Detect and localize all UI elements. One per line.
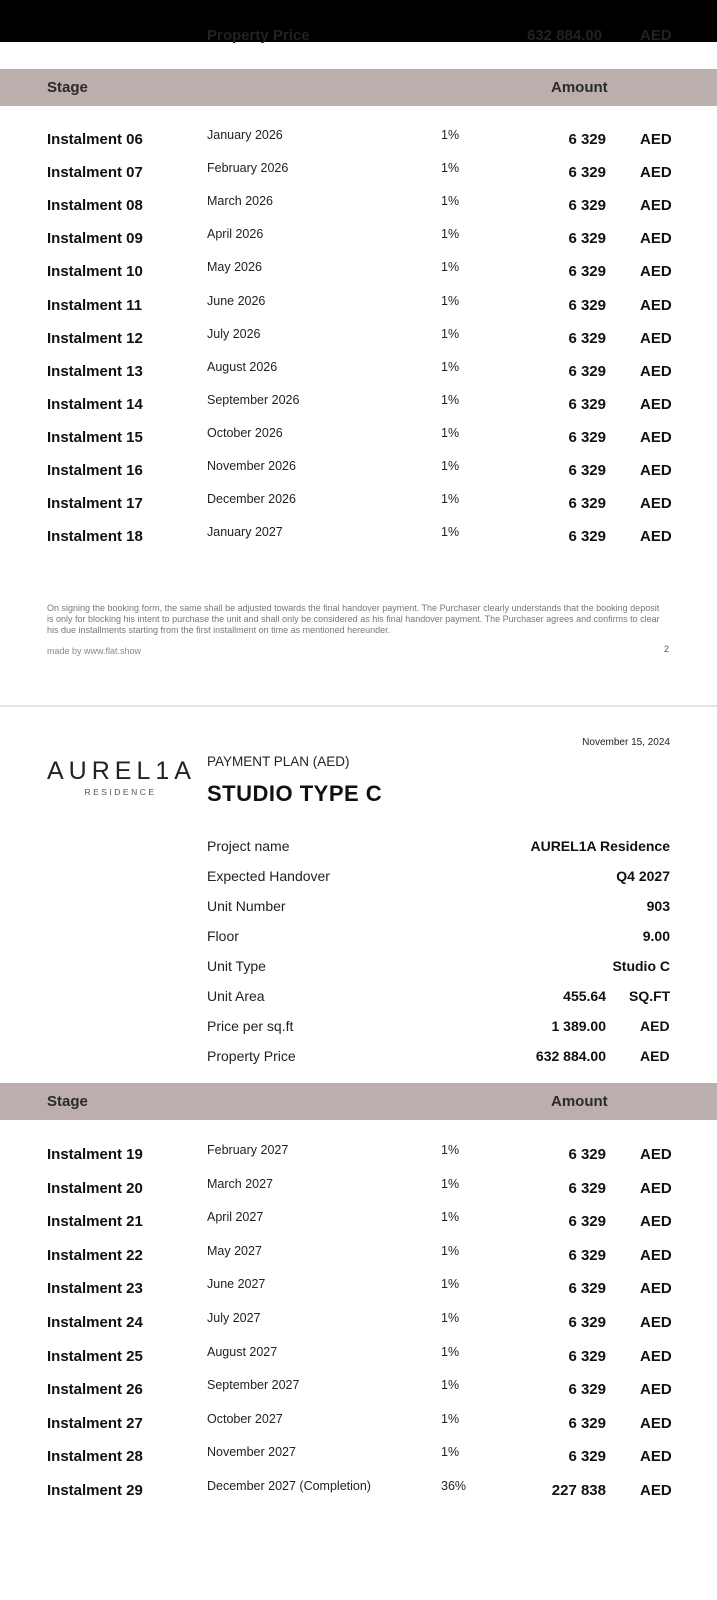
instalment-currency: AED (640, 1448, 672, 1466)
instalment-percent: 1% (441, 260, 460, 275)
instalment-percent: 1% (441, 425, 460, 440)
instalment-amount: 6 329 (568, 329, 606, 347)
table-row (0, 1411, 717, 1449)
instalment-amount: 6 329 (568, 164, 606, 182)
instalment-date: September 2027 (207, 1378, 300, 1393)
instalment-date: March 2026 (207, 194, 274, 209)
instalment-currency: AED (640, 1381, 672, 1399)
instalment-label: Instalment 10 (47, 263, 143, 281)
instalment-percent: 1% (441, 525, 460, 540)
instalment-percent: 1% (441, 194, 460, 209)
table-row (0, 1277, 717, 1314)
instalment-currency: AED (640, 1179, 672, 1197)
instalment-label: Instalment 27 (47, 1414, 143, 1432)
top-bar (0, 0, 717, 42)
instalment-percent: 1% (441, 161, 460, 176)
instalment-amount: 6 329 (568, 362, 606, 380)
instalment-percent: 1% (441, 459, 460, 473)
instalment-label: Instalment 21 (47, 1213, 143, 1231)
instalment-amount: 6 329 (568, 1448, 606, 1466)
instalment-date: November 2027 (207, 1445, 296, 1460)
instalment-date: April 2027 (207, 1210, 264, 1225)
table-row (0, 260, 717, 297)
instalment-currency: AED (640, 362, 672, 380)
instalment-label: Instalment 08 (47, 197, 143, 215)
instalment-amount: 6 329 (568, 296, 606, 314)
instalment-date: December 2026 (207, 492, 296, 507)
instalment-currency: AED (640, 1280, 672, 1298)
table-row (0, 326, 717, 364)
instalment-date: October 2027 (207, 1411, 283, 1426)
instalment-label: Instalment 25 (47, 1347, 143, 1365)
instalment-currency: AED (640, 1146, 672, 1163)
instalment-date: May 2027 (207, 1243, 262, 1258)
cut-off-amount: 632 884.00 (527, 27, 603, 44)
instalment-label: Instalment 14 (47, 395, 143, 413)
instalment-label: Instalment 16 (47, 462, 143, 479)
instalment-label: Instalment 18 (47, 528, 143, 546)
instalment-percent: 1% (441, 1411, 460, 1426)
instalment-currency: AED (640, 131, 672, 148)
instalment-currency: AED (640, 1246, 672, 1264)
instalment-amount: 6 329 (568, 1347, 606, 1365)
header-amount: Amount (551, 79, 608, 96)
instalment-currency: AED (640, 1414, 672, 1432)
instalment-label: Instalment 19 (47, 1146, 143, 1163)
instalment-percent: 1% (441, 1210, 460, 1225)
logo-main: AUREL1A (47, 757, 196, 785)
instalment-currency: AED (640, 1482, 672, 1499)
instalment-date: August 2026 (207, 359, 278, 374)
instalment-currency: AED (640, 329, 672, 347)
instalment-date: May 2026 (207, 260, 262, 275)
instalment-currency: AED (640, 263, 672, 281)
info-handover: Expected Handover Q4 2027 (207, 868, 670, 884)
instalment-label: Instalment 29 (47, 1482, 143, 1499)
instalment-date: January 2026 (207, 128, 283, 142)
instalment-date: September 2026 (207, 392, 300, 407)
instalment-label: Instalment 07 (47, 164, 143, 182)
instalment-currency: AED (640, 197, 672, 215)
table-row (0, 128, 717, 165)
instalment-percent: 1% (441, 326, 460, 341)
instalment-percent: 1% (441, 392, 460, 407)
instalment-amount: 6 329 (568, 495, 606, 513)
instalment-currency: AED (640, 395, 672, 413)
table-row (0, 1311, 717, 1348)
instalment-amount: 6 329 (568, 1179, 606, 1197)
instalment-currency: AED (640, 296, 672, 314)
instalment-percent: 1% (441, 293, 460, 308)
table-row (0, 459, 717, 496)
instalment-percent: 1% (441, 1243, 460, 1258)
instalment-date: July 2026 (207, 326, 261, 341)
instalment-currency: AED (640, 230, 672, 248)
table-row (0, 1176, 717, 1214)
instalment-currency: AED (640, 1213, 672, 1231)
instalment-amount: 6 329 (568, 1246, 606, 1264)
info-project-name: Project name AUREL1A Residence (207, 838, 670, 854)
instalment-date: February 2026 (207, 161, 289, 176)
info-unit-type: Unit Type Studio C (207, 958, 670, 974)
table-row (0, 359, 717, 397)
instalment-date: April 2026 (207, 227, 264, 242)
instalment-currency: AED (640, 1314, 672, 1331)
table-row (0, 293, 717, 331)
instalment-amount: 6 329 (568, 528, 606, 546)
cut-off-currency: AED (640, 27, 672, 44)
table-header (0, 69, 717, 106)
instalment-amount: 6 329 (568, 131, 606, 148)
instalment-amount: 6 329 (568, 263, 606, 281)
instalment-percent: 1% (441, 227, 460, 242)
instalment-percent: 1% (441, 1311, 460, 1325)
info-unit-number: Unit Number 903 (207, 898, 670, 914)
instalment-percent: 1% (441, 1344, 460, 1359)
instalment-label: Instalment 22 (47, 1246, 143, 1264)
instalment-date: June 2027 (207, 1277, 266, 1292)
instalment-label: Instalment 23 (47, 1280, 143, 1298)
aurelia-logo (47, 757, 194, 797)
instalment-date: August 2027 (207, 1344, 278, 1359)
instalment-label: Instalment 11 (47, 296, 143, 314)
table-row (0, 492, 717, 529)
instalment-label: Instalment 26 (47, 1381, 143, 1399)
header-stage: Stage (47, 79, 88, 96)
footnote: On signing the booking form, the same shall be adjusted towards the final handover payment. The Purchaser clearly understands that the booking deposit is only for blocking his intent to purchase the unit and shall only be considered as his final handover payment. The Purchaser agrees and confirms to clear his due installments starting from the first installment on time as mentioned hereunder. (47, 603, 660, 635)
table-row (0, 1344, 717, 1382)
instalment-currency: AED (640, 1347, 672, 1365)
instalment-amount: 6 329 (568, 462, 606, 479)
instalment-percent: 1% (441, 1143, 460, 1157)
instalment-amount: 6 329 (568, 1414, 606, 1432)
instalment-percent: 36% (441, 1479, 467, 1493)
table-row (0, 1210, 717, 1247)
instalment-amount: 6 329 (568, 1213, 606, 1231)
instalment-date: October 2026 (207, 425, 283, 440)
instalment-percent: 1% (441, 128, 460, 142)
instalment-percent: 1% (441, 492, 460, 507)
instalment-percent: 1% (441, 359, 460, 374)
page-divider (0, 705, 717, 707)
instalment-amount: 6 329 (568, 1146, 606, 1163)
instalment-currency: AED (640, 428, 672, 446)
instalment-label: Instalment 12 (47, 329, 143, 347)
table-row (0, 525, 717, 562)
instalment-label: Instalment 15 (47, 428, 143, 446)
instalment-date: December 2027 (Completion) (207, 1479, 371, 1493)
document-date: November 15, 2024 (582, 737, 670, 748)
table-row (0, 227, 717, 264)
table-row (0, 161, 717, 198)
instalment-amount: 6 329 (568, 1314, 606, 1331)
instalment-amount: 6 329 (568, 1381, 606, 1399)
page-number: 2 (664, 644, 670, 654)
instalment-date: February 2027 (207, 1143, 289, 1157)
instalment-currency: AED (640, 164, 672, 182)
instalment-date: November 2026 (207, 459, 296, 473)
instalment-currency: AED (640, 495, 672, 513)
info-unit-area: Unit Area 455.64 SQ.FT (207, 988, 671, 1004)
table-row (0, 1445, 717, 1482)
instalment-percent: 1% (441, 1445, 460, 1460)
instalment-percent: 1% (441, 1277, 460, 1292)
logo-sub: RESIDENCE (84, 787, 157, 797)
info-floor: Floor 9.00 (207, 928, 670, 944)
instalment-amount: 6 329 (568, 1280, 606, 1298)
table-row (0, 1378, 717, 1415)
instalment-amount: 227 838 (551, 1482, 606, 1499)
instalment-date: January 2027 (207, 525, 283, 540)
table-row (0, 1143, 717, 1180)
table-row (0, 1479, 717, 1516)
instalment-date: March 2027 (207, 1176, 274, 1191)
header-stage: Stage (47, 1093, 88, 1110)
table-row (0, 392, 717, 430)
instalment-percent: 1% (441, 1378, 460, 1393)
instalment-amount: 6 329 (568, 428, 606, 446)
instalment-label: Instalment 24 (47, 1314, 143, 1331)
instalment-label: Instalment 06 (47, 131, 143, 148)
instalment-currency: AED (640, 528, 672, 546)
table-row (0, 194, 717, 231)
instalment-amount: 6 329 (568, 395, 606, 413)
instalment-currency: AED (640, 462, 672, 479)
instalment-label: Instalment 09 (47, 230, 143, 248)
instalment-label: Instalment 28 (47, 1448, 143, 1466)
table-row (0, 425, 717, 463)
info-property-price: Property Price 632 884.00 AED (207, 1048, 670, 1064)
table-header-page2 (0, 1083, 717, 1120)
plan-label: PAYMENT PLAN (AED) (207, 754, 350, 769)
instalment-date: June 2026 (207, 293, 266, 308)
instalment-amount: 6 329 (568, 197, 606, 215)
instalment-label: Instalment 20 (47, 1179, 143, 1197)
plan-title: STUDIO TYPE C (207, 781, 383, 806)
made-by: made by www.flat.show (47, 646, 142, 656)
instalment-label: Instalment 17 (47, 495, 143, 513)
table-row (0, 1243, 717, 1281)
header-amount: Amount (551, 1093, 608, 1110)
instalment-date: July 2027 (207, 1311, 261, 1325)
instalment-percent: 1% (441, 1176, 460, 1191)
cut-off-label: Property Price (207, 27, 310, 44)
instalment-label: Instalment 13 (47, 362, 143, 380)
info-price-per-sqft: Price per sq.ft 1 389.00 AED (207, 1018, 670, 1034)
instalment-amount: 6 329 (568, 230, 606, 248)
